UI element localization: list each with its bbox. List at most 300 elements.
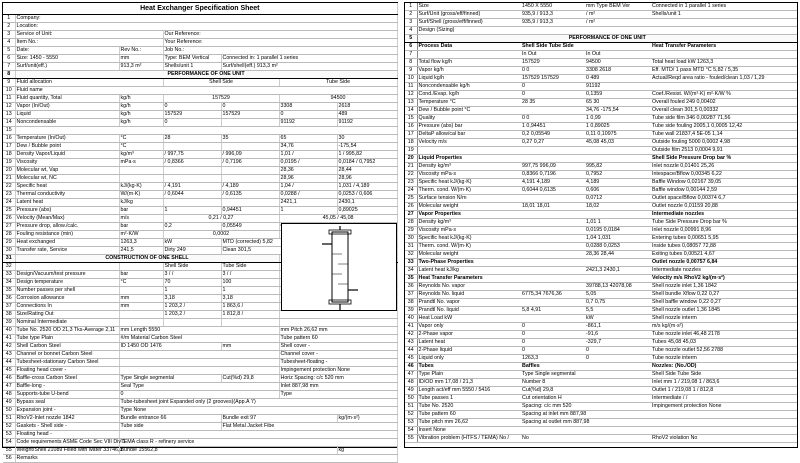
spec-cell: 0,0195 /: [279, 158, 337, 166]
spec-cell: [221, 118, 279, 126]
spec-cell: 30: [337, 134, 397, 142]
spec-cell: Outlet space/Bflow 0,00374 6,7: [651, 195, 797, 203]
spec-cell: Type Single segmental: [521, 371, 651, 379]
left-spec-row: [3, 70, 397, 78]
right-spec-row: [405, 275, 797, 283]
spec-cell: 1 0,94451: [521, 123, 585, 131]
right-spec-row: [405, 243, 797, 251]
spec-cell: 0: [119, 390, 279, 398]
spec-cell: 1: [163, 286, 221, 294]
spec-cell: Design temperature: [15, 278, 119, 286]
spec-cell: [585, 211, 651, 219]
left-spec-row: [3, 446, 397, 454]
spec-cell: 70: [163, 278, 221, 286]
spec-cell: [521, 427, 651, 435]
spec-cell: 0: [521, 83, 585, 91]
spec-cell: Tube pitch mm 26,62: [417, 419, 521, 427]
spec-cell: 935,9 / 913,3: [521, 19, 585, 27]
spec-cell: / 0,6135: [221, 190, 279, 198]
line-number: 12: [3, 102, 15, 110]
spec-cell: Fouling resistance (min): [15, 230, 119, 238]
spec-cell: [15, 262, 119, 270]
line-number: 21: [405, 163, 417, 171]
line-number: 51: [405, 403, 417, 411]
spec-cell: Remarks: [15, 454, 397, 462]
spec-cell: RhoV2-Inlet nozzle 1842: [15, 414, 119, 422]
spec-cell: [521, 275, 585, 283]
spec-cell: Temperature (In/Out): [15, 134, 119, 142]
line-number: 23: [3, 190, 15, 198]
spec-cell: Shell nozzle interm: [651, 315, 797, 323]
line-number: 10: [405, 75, 417, 83]
spec-cell: [521, 283, 585, 291]
spec-cell: Actual/Reqd area ratio - fouled/clean 1,03 / 1,29: [651, 75, 797, 83]
spec-cell: ID/OD mm 17,08 / 21,3: [417, 379, 521, 387]
spec-cell: Overall clean 301,5 0,00332: [651, 107, 797, 115]
line-number: 44: [405, 347, 417, 355]
spec-cell: 91192: [279, 118, 337, 126]
left-spec-row: [3, 62, 397, 70]
right-spec-row: [405, 291, 797, 299]
spec-cell: Tube Side: [279, 78, 397, 86]
spec-cell: 997,75 996,09: [521, 163, 585, 171]
spec-cell: Job No.:: [163, 46, 397, 54]
line-number: 39: [3, 318, 15, 326]
spec-cell: Eff. MTD/ 1 pass MTD °C 5,82 / 5,35: [651, 67, 797, 75]
right-spec-row: [405, 435, 797, 443]
spec-cell: 1,04 1,031: [585, 235, 651, 243]
spec-cell: 0: [163, 118, 221, 126]
left-spec-row: [3, 366, 397, 374]
spec-cell: [279, 318, 397, 326]
spec-cell: Shell nozzle inlet 1,36 1842: [651, 283, 797, 291]
spec-cell: 3308: [279, 102, 337, 110]
spec-cell: Intermediate nozzles: [651, 211, 797, 219]
right-spec-row: [405, 123, 797, 131]
right-spec-row: [405, 35, 797, 43]
spec-cell: 91192: [337, 118, 397, 126]
line-number: 38: [405, 299, 417, 307]
spec-cell: Shells/unit 1: [651, 11, 797, 19]
spec-cell: / m²: [585, 19, 651, 27]
spec-cell: 65: [279, 134, 337, 142]
spec-cell: Tube-tubesheet joint Expanded only (2 grooves)(App.A 'i'): [119, 398, 397, 406]
spec-cell: 0,05549: [221, 222, 279, 230]
spec-cell: Process Data: [417, 43, 521, 51]
spec-cell: [417, 147, 521, 155]
spec-cell: Surf/Unit (gross/eff/finned): [417, 11, 521, 19]
spec-cell: 1,01 1: [585, 219, 651, 227]
spec-cell: Velocity (Mean/Max): [15, 214, 119, 222]
spec-cell: Intermediate nozzles: [651, 267, 797, 275]
left-spec-row: [3, 14, 397, 22]
spec-cell: 0,89025: [337, 206, 397, 214]
right-spec-row: [405, 107, 797, 115]
spec-cell: 91192: [585, 83, 651, 91]
line-number: 32: [405, 251, 417, 259]
line-number: 3: [3, 30, 15, 38]
spec-cell: Baffle-long -: [15, 382, 119, 390]
spec-cell: Shell Carbon Steel: [15, 342, 119, 350]
spec-cell: W/(m·K): [119, 190, 163, 198]
line-number: 15: [405, 115, 417, 123]
spec-cell: mm: [119, 302, 163, 310]
spec-cell: Impingement protection None: [651, 403, 797, 411]
spec-cell: [585, 147, 651, 155]
spec-cell: Tube side fouling 2005,1 0,0005 12,42: [651, 123, 797, 131]
spec-cell: Size: 1450 - 5550: [15, 54, 119, 62]
right-spec-row: [405, 259, 797, 267]
spec-cell: kg/h: [119, 110, 163, 118]
line-number: 13: [3, 110, 15, 118]
line-number: 42: [3, 342, 15, 350]
spec-cell: Surf/unit(eff.): [15, 62, 119, 70]
spec-cell: Tubes 45,08 45,03: [651, 339, 797, 347]
line-number: 43: [405, 339, 417, 347]
spec-cell: 1263,3: [119, 238, 163, 246]
spec-cell: Type None: [119, 406, 397, 414]
spec-cell: In Out: [521, 51, 585, 59]
spec-cell: Transfer rate, Service: [15, 246, 119, 254]
spec-cell: 157529: [221, 110, 279, 118]
spec-cell: Seal Type: [119, 382, 279, 390]
spec-cell: 2-Phase liquid: [417, 347, 521, 355]
line-number: 25: [405, 195, 417, 203]
spec-cell: Item No.:: [15, 38, 163, 46]
spec-cell: mPa·s: [119, 158, 163, 166]
line-number: 34: [405, 267, 417, 275]
line-number: 31: [3, 254, 15, 262]
right-spec-row: [405, 83, 797, 91]
spec-cell: 45,05 / 45,08: [279, 214, 397, 222]
right-spec-row: [405, 411, 797, 419]
spec-cell: Liquid Properties: [417, 155, 521, 163]
right-spec-row: [405, 387, 797, 395]
spec-cell: Molecular weight: [417, 251, 521, 259]
spec-cell: Supports-tube U-bend: [15, 390, 119, 398]
spec-cell: kg/m³: [119, 150, 163, 158]
spec-cell: 18,01 18,01: [521, 203, 585, 211]
spec-cell: -861,1: [585, 323, 651, 331]
spec-cell: Specific heat kJ/(kg·K): [417, 235, 521, 243]
line-number: 33: [3, 270, 15, 278]
spec-cell: 0,21 / 0,27: [163, 214, 279, 222]
spec-cell: 0,606: [585, 187, 651, 195]
spec-cell: 39788,13 42078,08: [585, 283, 651, 291]
line-number: 21: [3, 174, 15, 182]
spec-cell: Shell Side Tube Side: [521, 43, 651, 51]
spec-cell: [585, 275, 651, 283]
spec-cell: 0: [521, 323, 585, 331]
spec-cell: Density kg/m³: [417, 163, 521, 171]
spec-cell: Pressure (abs): [15, 206, 119, 214]
spec-cell: [585, 27, 651, 35]
spec-cell: Liquid only: [417, 355, 521, 363]
spec-cell: [521, 235, 585, 243]
line-number: 51: [3, 414, 15, 422]
spec-cell: 0,0288 /: [279, 190, 337, 198]
left-spec-row: [3, 190, 397, 198]
spec-cell: Inlet nozzle 0,00991 8,96: [651, 227, 797, 235]
spec-cell: Velocity m/s RhoV2 kg/(m·s²): [651, 275, 797, 283]
line-number: 7: [3, 62, 15, 70]
right-spec-row: [405, 179, 797, 187]
spec-cell: Type Single segmental: [119, 374, 221, 382]
left-spec-row: [3, 422, 397, 430]
spec-cell: Service of Unit:: [15, 30, 163, 38]
spec-cell: 2-Phase vapor: [417, 331, 521, 339]
spec-cell: Connections In: [15, 302, 119, 310]
spec-cell: MTD (corrected) 5,82: [221, 238, 337, 246]
spec-cell: Inside tubes 0,08057 72,88: [651, 243, 797, 251]
spec-cell: Length act/eff mm 5550 / 5416: [417, 387, 521, 395]
left-spec-row: [3, 150, 397, 158]
spec-cell: [163, 166, 221, 174]
right-spec-row: [405, 187, 797, 195]
line-number: 30: [3, 246, 15, 254]
spec-cell: 34,76: [279, 142, 337, 150]
spec-cell: Tube nozzle outlet 52,56 2788: [651, 347, 797, 355]
spec-cell: 1,01 /: [279, 150, 337, 158]
spec-cell: [521, 243, 585, 251]
spec-cell: [119, 318, 163, 326]
spec-cell: Entering tubes 0,00651 5,95: [651, 235, 797, 243]
right-spec-row: [405, 99, 797, 107]
line-number: 5: [3, 46, 15, 54]
line-number: 49: [3, 398, 15, 406]
spec-cell: Channel or bonnet Carbon Steel: [15, 350, 119, 358]
spec-cell: Shell Side: [163, 78, 279, 86]
spec-cell: Specific heat: [15, 182, 119, 190]
right-spec-row: [405, 43, 797, 51]
line-number: 32: [3, 262, 15, 270]
spec-cell: mm: [119, 294, 163, 302]
spec-cell: Date:: [15, 46, 119, 54]
line-number: 20: [3, 166, 15, 174]
line-number: 48: [3, 390, 15, 398]
line-number: 4: [405, 27, 417, 35]
left-spec-row: [3, 126, 397, 134]
spec-cell: Tube wall 21837,4 5E-05 1,14: [651, 131, 797, 139]
spec-cell: Shells/unit 1: [163, 62, 221, 70]
spec-cell: 1263,3: [521, 355, 585, 363]
spec-cell: Type Plain: [417, 371, 521, 379]
spec-cell: Noncondensable kg/h: [417, 83, 521, 91]
spec-cell: Surf/shell(eff.) 913,3 m²: [221, 62, 397, 70]
spec-cell: 35: [221, 134, 279, 142]
spec-cell: Noncondensable: [15, 118, 119, 126]
left-spec-row: [3, 414, 397, 422]
spec-cell: Molecular wt, Vap: [15, 166, 119, 174]
line-number: 40: [3, 326, 15, 334]
line-number: 31: [405, 243, 417, 251]
line-number: 40: [405, 315, 417, 323]
spec-cell: Spacing at inlet mm 887,98: [521, 411, 651, 419]
spec-cell: Insert None: [417, 427, 521, 435]
line-number: 26: [3, 214, 15, 222]
spec-cell: Type: BEM Vertical: [163, 54, 221, 62]
spec-cell: [651, 51, 797, 59]
right-specification-sheet: [404, 2, 798, 448]
left-spec-row: [3, 430, 397, 438]
line-number: 55: [405, 435, 417, 443]
spec-cell: mm Type BEM Ver: [585, 3, 651, 11]
spec-cell: 0 0: [521, 115, 585, 123]
line-number: 29: [3, 238, 15, 246]
right-spec-row: [405, 115, 797, 123]
spec-cell: 241,5: [119, 246, 163, 254]
spec-cell: Your Reference:: [163, 38, 397, 46]
spec-cell: Location:: [15, 22, 397, 30]
spec-cell: 28: [163, 134, 221, 142]
spec-cell: Tubesheet-stationary Carbon Steel: [15, 358, 119, 366]
spec-cell: [521, 107, 585, 115]
spec-cell: 0 489: [585, 75, 651, 83]
spec-cell: Density Vapor/Liquid: [15, 150, 119, 158]
line-number: 2: [3, 22, 15, 30]
right-spec-row: [405, 11, 797, 19]
spec-cell: [119, 262, 163, 270]
spec-cell: 28,44: [337, 166, 397, 174]
spec-cell: Shell cover -: [279, 342, 397, 350]
spec-cell: 0: [585, 355, 651, 363]
spec-cell: Baffle Window 0,02167 39,05: [651, 179, 797, 187]
right-spec-row: [405, 403, 797, 411]
spec-cell: Surface tension N/m: [417, 195, 521, 203]
spec-cell: Temperature °C: [417, 99, 521, 107]
line-number: 37: [3, 302, 15, 310]
spec-cell: Surf/Shell (gross/eff/finned): [417, 19, 521, 27]
left-spec-row: [3, 326, 397, 334]
line-number: 10: [3, 86, 15, 94]
spec-cell: 100: [221, 278, 279, 286]
spec-cell: Dew / Bubble point: [15, 142, 119, 150]
right-spec-row: [405, 59, 797, 67]
left-spec-row: [3, 54, 397, 62]
spec-cell: bar: [119, 206, 163, 214]
spec-cell: 0,7 0,75: [585, 299, 651, 307]
spec-cell: Outlet nozzle 0,01159 20,88: [651, 203, 797, 211]
line-number: 11: [3, 94, 15, 102]
spec-cell: Vapor Properties: [417, 211, 521, 219]
left-spec-row: [3, 342, 397, 350]
spec-cell: [585, 259, 651, 267]
left-spec-row: [3, 38, 397, 46]
spec-cell: 6775,34 7676,36: [521, 291, 585, 299]
spec-cell: 0: [521, 91, 585, 99]
line-number: 13: [405, 99, 417, 107]
spec-cell: 0 0: [521, 67, 585, 75]
spec-cell: 1,031 / 4,189: [337, 182, 397, 190]
spec-cell: Vibration problem (HTFS / TEMA) No /: [417, 435, 521, 443]
right-spec-row: [405, 331, 797, 339]
line-number: 17: [3, 142, 15, 150]
spec-cell: [221, 198, 279, 206]
spec-cell: Shell baffle window 0,22 0,27: [651, 299, 797, 307]
spec-cell: / 4,189: [221, 182, 279, 190]
spec-cell: Liquid: [15, 110, 119, 118]
spec-cell: 0: [163, 102, 221, 110]
spec-cell: 3 / /: [163, 270, 221, 278]
spec-cell: [651, 411, 797, 419]
right-spec-row: [405, 315, 797, 323]
spec-cell: Floating head cover -: [15, 366, 119, 374]
spec-cell: 65 30: [585, 99, 651, 107]
left-spec-row: [3, 214, 397, 222]
spec-cell: 157529: [521, 59, 585, 67]
spec-cell: Quality: [417, 115, 521, 123]
spec-cell: Latent heat: [15, 198, 119, 206]
right-spec-row: [405, 171, 797, 179]
spec-cell: 0,0712: [585, 195, 651, 203]
spec-cell: Floating head -: [15, 430, 119, 438]
spec-cell: Tube No. 2520 OD 21,3 Tks-Average 2,11: [15, 326, 119, 334]
line-number: 43: [3, 350, 15, 358]
spec-cell: 45,08 45,03: [585, 139, 651, 147]
spec-cell: [163, 318, 221, 326]
line-number: 29: [405, 227, 417, 235]
spec-cell: mm: [221, 342, 279, 350]
spec-cell: bar: [119, 270, 163, 278]
left-spec-row: [3, 334, 397, 342]
spec-cell: 1 812,8 /: [221, 310, 279, 318]
right-spec-row: [405, 211, 797, 219]
line-number: 27: [405, 211, 417, 219]
spec-cell: 489: [337, 110, 397, 118]
line-number: 20: [405, 155, 417, 163]
right-spec-row: [405, 163, 797, 171]
spec-cell: kg/h: [119, 94, 163, 102]
spec-cell: Cond./Evap. kg/h: [417, 91, 521, 99]
line-number: 46: [3, 374, 15, 382]
spec-cell: 0: [221, 102, 279, 110]
spec-cell: Flat Metal Jacket Fibe: [221, 422, 397, 430]
right-spec-row: [405, 3, 797, 11]
spec-cell: Shell nozzle outlet 1,36 1845: [651, 307, 797, 315]
right-spec-row: [405, 219, 797, 227]
spec-cell: Gaskets - Shell side -: [15, 422, 119, 430]
left-spec-row: [3, 46, 397, 54]
right-spec-row: [405, 323, 797, 331]
spec-cell: 1 / 995,82: [337, 150, 397, 158]
spec-cell: [651, 27, 797, 35]
spec-cell: [221, 318, 279, 326]
line-number: 9: [3, 78, 15, 86]
left-spec-row: [3, 158, 397, 166]
spec-cell: [163, 198, 221, 206]
spec-cell: 28,96: [279, 174, 337, 182]
line-number: 54: [3, 438, 15, 446]
spec-cell: 157529: [163, 94, 279, 102]
line-number: 28: [3, 230, 15, 238]
spec-cell: m/s: [119, 214, 163, 222]
spec-cell: Rev No.:: [119, 46, 163, 54]
right-spec-row: [405, 267, 797, 275]
spec-cell: Liquid kg/h: [417, 75, 521, 83]
spec-cell: Tube passes 1: [417, 395, 521, 403]
spec-cell: Shell bundle Xflow 0,22 0,27: [651, 291, 797, 299]
spec-cell: [585, 155, 651, 163]
line-number: 9: [405, 67, 417, 75]
spec-cell: Vapor only: [417, 323, 521, 331]
left-spec-row: [3, 350, 397, 358]
spec-cell: / 0,6044: [163, 190, 221, 198]
spec-cell: Nozzles: (No./OD): [651, 363, 797, 371]
right-spec-row: [405, 419, 797, 427]
spec-cell: 1 863,6 /: [221, 302, 279, 310]
left-spec-row: [3, 182, 397, 190]
spec-cell: [651, 427, 797, 435]
